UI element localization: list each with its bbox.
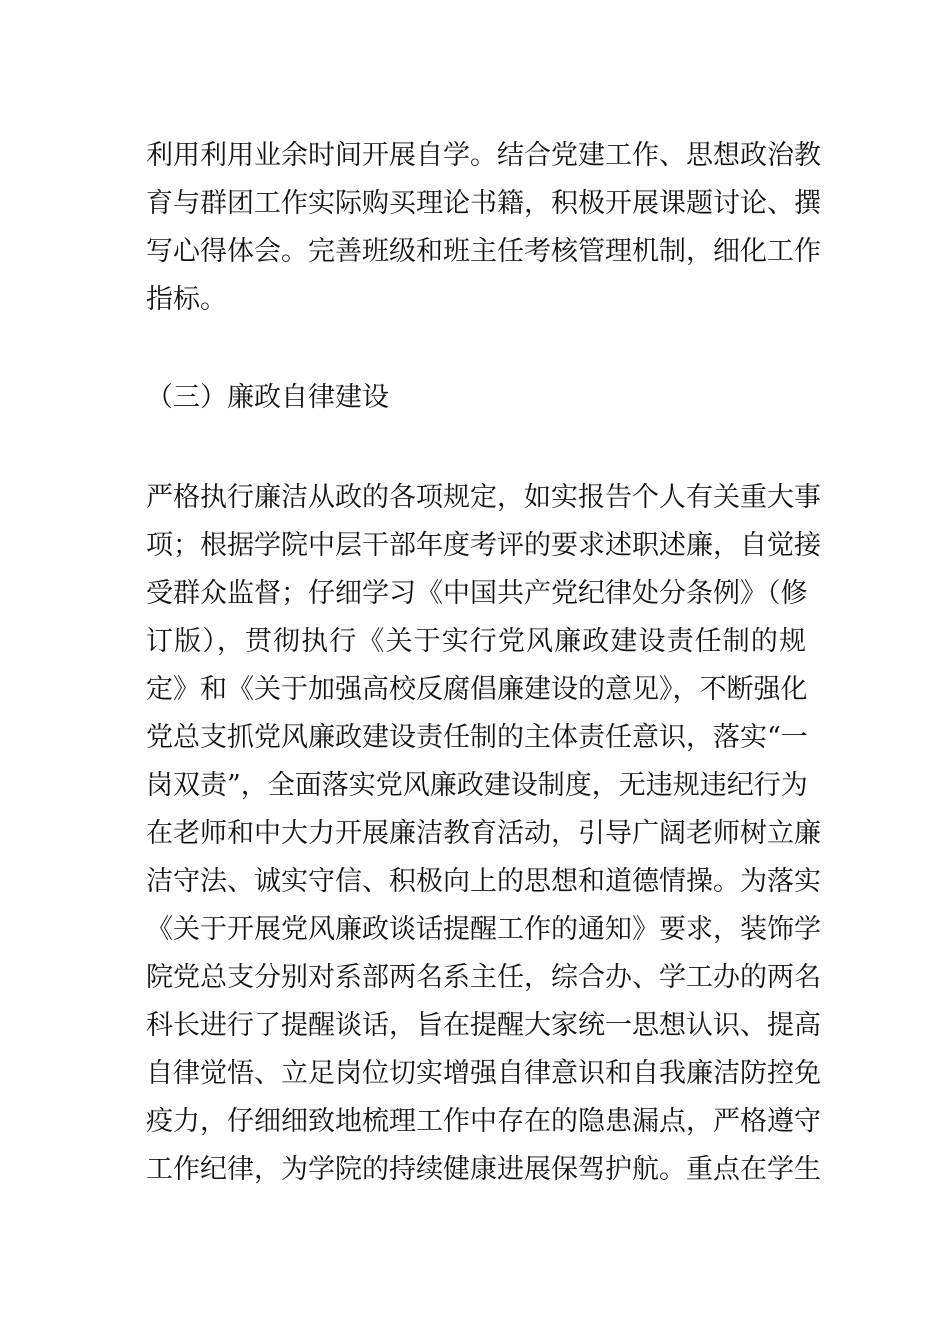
paragraph-line: 订版），贯彻执行《关于实行党风廉政建设责任制的规 [146, 626, 806, 657]
paragraph-line: 党总支抓党风廉政建设责任制的主体责任意识，落实“一 [146, 722, 808, 753]
paragraph-line: 在老师和中大力开展廉洁教育活动，引导广阔老师树立廉 [146, 818, 821, 849]
paragraph-line: 院党总支分别对系部两名系主任，综合办、学工办的两名 [146, 962, 821, 993]
paragraph-line: 定》和《关于加强高校反腐倡廉建设的意见》，不断强化 [146, 674, 808, 705]
paragraph-line: 疫力，仔细细致地梳理工作中存在的隐患漏点，严格遵守 [146, 1106, 821, 1137]
paragraph-line: 项；根据学院中层干部年度考评的要求述职述廉，自觉接 [146, 530, 821, 561]
paragraph-line: 岗双责”，全面落实党风廉政建设制度，无违规违纪行为 [146, 770, 808, 801]
paragraph-line: 自律觉悟、立足岗位切实增强自律意识和自我廉洁防控免 [146, 1058, 821, 1089]
paragraph-line: 科长进行了提醒谈话，旨在提醒大家统一思想认识、提高 [146, 1010, 821, 1041]
paragraph-line: 严格执行廉洁从政的各项规定，如实报告个人有关重大事 [146, 482, 821, 513]
paragraph-line: 写心得体会。完善班级和班主任考核管理机制，细化工作 [146, 236, 821, 267]
paragraph-line: 洁守法、诚实守信、积极向上的思想和道德情操。为落实 [146, 866, 821, 897]
section-heading: （三）廉政自律建设 [146, 382, 389, 413]
paragraph-line: 育与群团工作实际购买理论书籍，积极开展课题讨论、撰 [146, 188, 821, 219]
paragraph-line: 工作纪律，为学院的持续健康进展保驾护航。重点在学生 [146, 1154, 821, 1185]
paragraph-line: 受群众监督；仔细学习《中国共产党纪律处分条例》（修 [146, 578, 808, 609]
paragraph-line: 指标。 [146, 284, 227, 315]
paragraph-1 [146, 132, 821, 324]
paragraph-2 [146, 474, 821, 1194]
paragraph-line: 利用利用业余时间开展自学。结合党建工作、思想政治教 [146, 140, 821, 171]
paragraph-line: 《关于开展党风廉政谈话提醒工作的通知》要求，装饰学 [146, 914, 821, 945]
